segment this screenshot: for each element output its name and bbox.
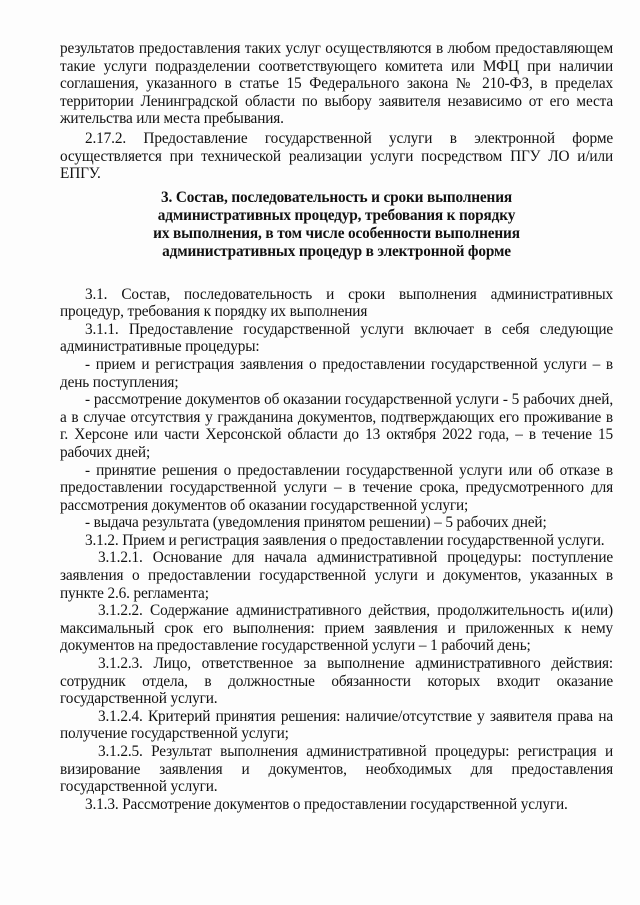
list-item-issuance: - выдача результата (уведомления принятом решении) – 5 рабочих дней; — [85, 514, 547, 532]
section-title-line: 3. Состав, последовательность и сроки выполнения — [160, 188, 513, 206]
paragraph-continuation: результатов предоставления таких услуг осуществляются в любом предоставляющем такие услуги подразделении соответствующего комитета или МФЦ при наличии соглашения, указанного в статье 15 Федерального закона № 210-ФЗ, в пределах территории Ленинградской области по выбору заявителя независимо от его места жительства или места пребывания. — [60, 40, 613, 128]
list-item-reception: - прием и регистрация заявления о предоставлении государственной услуги – в день поступления; — [60, 355, 613, 391]
paragraph-3-1-2-5: 3.1.2.5. Результат выполнения административной процедуры: регистрация и визирование заявления и документов, необходимых для предоставления государственной услуги. — [60, 743, 613, 796]
paragraph-3-1-2-1: 3.1.2.1. Основание для начала административной процедуры: поступление заявления о предоставлении государственной услуги и документов, указанных в пункте 2.6. регламента; — [60, 549, 613, 602]
paragraph-2-17-2: 2.17.2. Предоставление государственной услуги в электронной форме осуществляется при технической реализации услуги посредством ПГУ ЛО и/или ЕПГУ. — [60, 129, 613, 183]
section-3-title — [60, 189, 613, 262]
paragraph-3-1-3: 3.1.3. Рассмотрение документов о предоставлении государственной услуги. — [85, 795, 568, 813]
list-item-review: - рассмотрение документов об оказании государственной услуги - 5 рабочих дней, а в случае отсутствия у гражданина документов, подтверждающих его проживание в г. Херсоне или части Херсонской области до 13 октября 2022 года, – в течение 15 рабочих дней; — [60, 391, 613, 461]
section-title-line: административных процедур, требования к порядку — [157, 206, 516, 224]
paragraph-3-1-2-4: 3.1.2.4. Критерий принятия решения: наличие/отсутствие у заявителя права на получение государственной услуги; — [60, 707, 613, 743]
paragraph-3-1-2-2: 3.1.2.2. Содержание административного действия, продолжительность и(или) максимальный срок его выполнения: прием заявления и приложенных к нему документов на предоставление государственной услуги – 1 рабочий день; — [60, 602, 613, 655]
document-body — [60, 40, 613, 813]
paragraph-3-1-1: 3.1.1. Предоставление государственной услуги включает в себя следующие административные процедуры: — [60, 320, 613, 356]
list-item-decision: - принятие решения о предоставлении государственной услуги или об отказе в предоставлении государственной услуги – в течение срока, предусмотренного для рассмотрения документов об оказании государственной услуги; — [60, 461, 613, 514]
section-title-line: их выполнения, в том числе особенности выполнения — [153, 225, 520, 243]
paragraph-3-1: 3.1. Состав, последовательность и сроки выполнения административных процедур, требования к порядку их выполнения — [60, 285, 613, 321]
paragraph-3-1-2: 3.1.2. Прием и регистрация заявления о предоставлении государственной услуги. — [85, 531, 605, 549]
paragraph-3-1-2-3: 3.1.2.3. Лицо, ответственное за выполнение административного действия: сотрудник отдела, в должностные обязанности которых входит оказание государственной услуги. — [60, 655, 613, 708]
section-title-line: административных процедур в электронной форме — [162, 243, 511, 261]
